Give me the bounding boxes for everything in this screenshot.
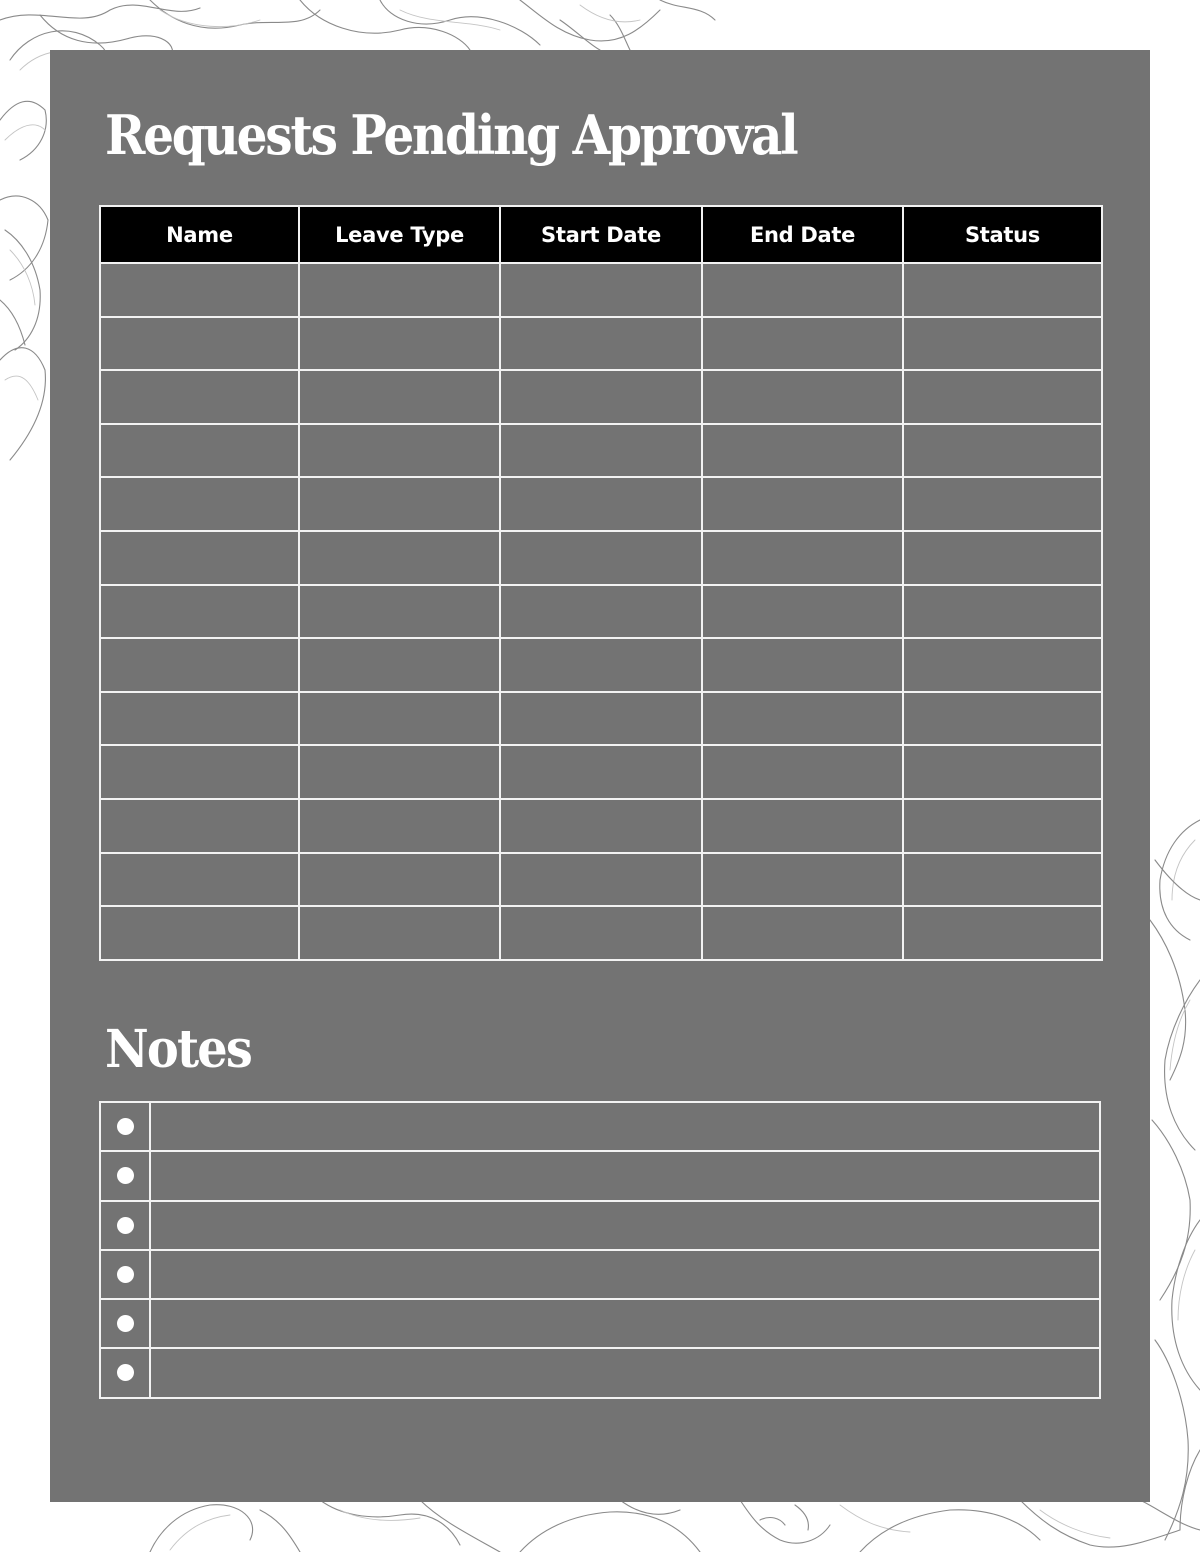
bullet-cell — [100, 1102, 150, 1151]
leave-type-cell[interactable] — [299, 799, 500, 853]
table-row — [100, 638, 1102, 692]
leave-type-cell[interactable] — [299, 531, 500, 585]
name-cell[interactable] — [100, 745, 299, 799]
name-cell[interactable] — [100, 906, 299, 960]
note-row — [100, 1102, 1100, 1151]
status-cell[interactable] — [903, 906, 1102, 960]
table-row — [100, 692, 1102, 746]
form-panel — [50, 50, 1150, 1502]
name-cell[interactable] — [100, 370, 299, 424]
start-date-cell[interactable] — [500, 692, 702, 746]
table-row — [100, 263, 1102, 317]
leave-type-cell[interactable] — [299, 906, 500, 960]
leave-type-cell[interactable] — [299, 370, 500, 424]
leave-type-cell[interactable] — [299, 317, 500, 371]
start-date-cell[interactable] — [500, 799, 702, 853]
status-cell[interactable] — [903, 638, 1102, 692]
bullet-icon — [117, 1364, 134, 1381]
table-row — [100, 317, 1102, 371]
note-row — [100, 1250, 1100, 1299]
table-row — [100, 906, 1102, 960]
status-cell[interactable] — [903, 585, 1102, 639]
column-header-name: Name — [100, 206, 299, 263]
bullet-cell — [100, 1348, 150, 1397]
notes-title: Notes — [105, 1019, 251, 1080]
name-cell[interactable] — [100, 477, 299, 531]
table-row — [100, 531, 1102, 585]
status-cell[interactable] — [903, 317, 1102, 371]
bullet-icon — [117, 1167, 134, 1184]
note-line[interactable] — [150, 1348, 1100, 1397]
table-row — [100, 745, 1102, 799]
status-cell[interactable] — [903, 531, 1102, 585]
note-row — [100, 1201, 1100, 1250]
end-date-cell[interactable] — [702, 263, 903, 317]
start-date-cell[interactable] — [500, 424, 702, 478]
start-date-cell[interactable] — [500, 906, 702, 960]
end-date-cell[interactable] — [702, 692, 903, 746]
column-header-start-date: Start Date — [500, 206, 702, 263]
end-date-cell[interactable] — [702, 477, 903, 531]
start-date-cell[interactable] — [500, 370, 702, 424]
table-row — [100, 370, 1102, 424]
note-line[interactable] — [150, 1299, 1100, 1348]
name-cell[interactable] — [100, 531, 299, 585]
end-date-cell[interactable] — [702, 853, 903, 907]
start-date-cell[interactable] — [500, 317, 702, 371]
status-cell[interactable] — [903, 263, 1102, 317]
end-date-cell[interactable] — [702, 531, 903, 585]
table-row — [100, 853, 1102, 907]
end-date-cell[interactable] — [702, 745, 903, 799]
leave-type-cell[interactable] — [299, 477, 500, 531]
column-header-end-date: End Date — [702, 206, 903, 263]
end-date-cell[interactable] — [702, 585, 903, 639]
status-cell[interactable] — [903, 424, 1102, 478]
bullet-icon — [117, 1118, 134, 1135]
bullet-icon — [117, 1217, 134, 1234]
start-date-cell[interactable] — [500, 531, 702, 585]
end-date-cell[interactable] — [702, 638, 903, 692]
leave-type-cell[interactable] — [299, 263, 500, 317]
name-cell[interactable] — [100, 424, 299, 478]
note-line[interactable] — [150, 1201, 1100, 1250]
start-date-cell[interactable] — [500, 477, 702, 531]
leave-type-cell[interactable] — [299, 853, 500, 907]
start-date-cell[interactable] — [500, 585, 702, 639]
note-row — [100, 1348, 1100, 1397]
end-date-cell[interactable] — [702, 906, 903, 960]
table-row — [100, 477, 1102, 531]
leave-type-cell[interactable] — [299, 745, 500, 799]
name-cell[interactable] — [100, 853, 299, 907]
start-date-cell[interactable] — [500, 745, 702, 799]
name-cell[interactable] — [100, 799, 299, 853]
bullet-cell — [100, 1151, 150, 1200]
status-cell[interactable] — [903, 692, 1102, 746]
page-title: Requests Pending Approval — [105, 103, 797, 167]
name-cell[interactable] — [100, 638, 299, 692]
requests-table — [99, 205, 1103, 961]
name-cell[interactable] — [100, 263, 299, 317]
status-cell[interactable] — [903, 799, 1102, 853]
note-line[interactable] — [150, 1102, 1100, 1151]
end-date-cell[interactable] — [702, 424, 903, 478]
leave-type-cell[interactable] — [299, 585, 500, 639]
bullet-cell — [100, 1299, 150, 1348]
status-cell[interactable] — [903, 745, 1102, 799]
start-date-cell[interactable] — [500, 638, 702, 692]
bullet-icon — [117, 1266, 134, 1283]
column-header-status: Status — [903, 206, 1102, 263]
bullet-cell — [100, 1201, 150, 1250]
end-date-cell[interactable] — [702, 799, 903, 853]
column-header-leave-type: Leave Type — [299, 206, 500, 263]
start-date-cell[interactable] — [500, 853, 702, 907]
table-header-row — [100, 206, 1102, 263]
end-date-cell[interactable] — [702, 370, 903, 424]
name-cell[interactable] — [100, 317, 299, 371]
name-cell[interactable] — [100, 585, 299, 639]
note-row — [100, 1299, 1100, 1348]
note-row — [100, 1151, 1100, 1200]
leave-type-cell[interactable] — [299, 424, 500, 478]
bullet-icon — [117, 1315, 134, 1332]
status-cell[interactable] — [903, 370, 1102, 424]
note-line[interactable] — [150, 1250, 1100, 1299]
notes-list — [99, 1101, 1101, 1399]
bullet-cell — [100, 1250, 150, 1299]
leave-type-cell[interactable] — [299, 692, 500, 746]
end-date-cell[interactable] — [702, 317, 903, 371]
table-row — [100, 424, 1102, 478]
floral-decoration-bottom — [140, 1500, 1200, 1552]
leave-type-cell[interactable] — [299, 638, 500, 692]
name-cell[interactable] — [100, 692, 299, 746]
status-cell[interactable] — [903, 853, 1102, 907]
start-date-cell[interactable] — [500, 263, 702, 317]
table-row — [100, 585, 1102, 639]
note-line[interactable] — [150, 1151, 1100, 1200]
table-row — [100, 799, 1102, 853]
status-cell[interactable] — [903, 477, 1102, 531]
